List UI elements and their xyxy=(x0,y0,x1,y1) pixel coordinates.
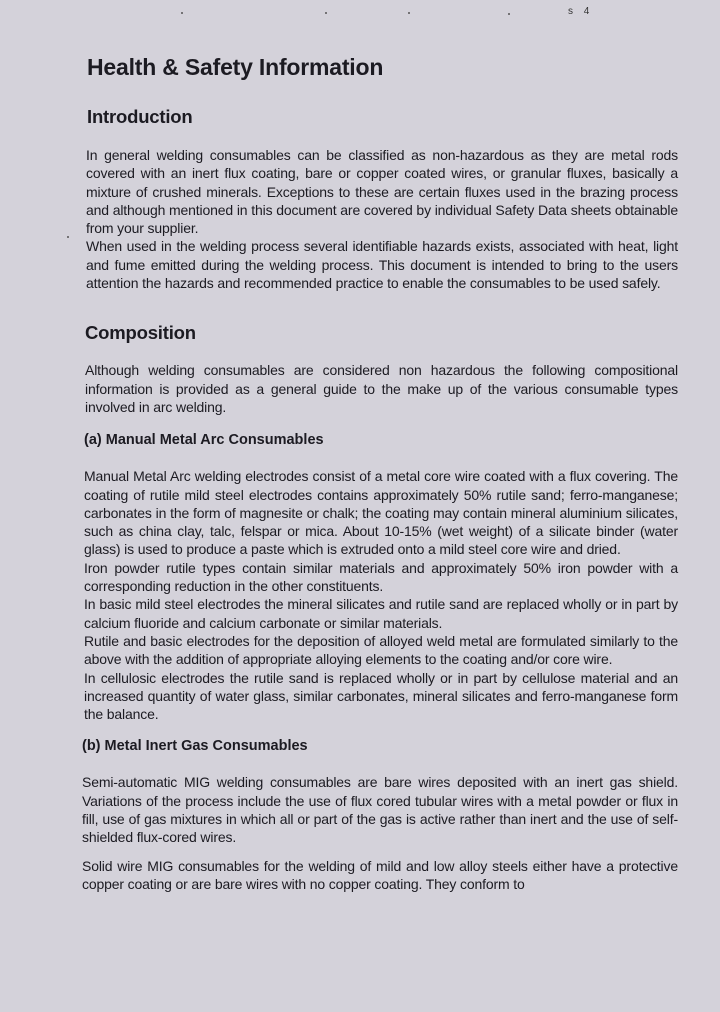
section-body-composition xyxy=(85,361,678,416)
scan-speck xyxy=(181,12,183,14)
scan-speck xyxy=(408,12,410,14)
section-heading-introduction: Introduction xyxy=(87,106,193,127)
scan-speck xyxy=(67,236,69,238)
subsection-body-metal-inert-gas xyxy=(82,773,678,893)
paragraph: Rutile and basic electrodes for the deposition of alloyed weld metal are formulated similarly to the above with the addition of appropriate alloying elements to the coating and/or core wire. xyxy=(84,632,678,668)
subsection-heading-manual-metal-arc: (a) Manual Metal Arc Consumables xyxy=(84,432,324,449)
document-content xyxy=(82,50,678,893)
section-body-introduction xyxy=(86,146,678,292)
paragraph: In general welding consumables can be classified as non-hazardous as they are metal rods covered with an inert flux coating, bare or copper coated wires, or granular fluxes, basically a mixture of crushed minerals. Exceptions to these are certain fluxes used in the brazing process and although mentioned in this document are covered by individual Safety Data sheets obtainable from your supplier. xyxy=(86,147,678,237)
paragraph: Solid wire MIG consumables for the welding of mild and low alloy steels either have a protective copper coating or are bare wires with no copper coating. They conform to xyxy=(82,857,678,892)
paragraph: In basic mild steel electrodes the mineral silicates and rutile sand are replaced wholly or in part by calcium fluoride and calcium carbonate or similar materials. xyxy=(84,596,678,631)
paragraph: Iron powder rutile types contain similar materials and approximately 50% iron powder with a corresponding reduction in the other constituents. xyxy=(84,559,678,595)
subsection-body-manual-metal-arc xyxy=(84,467,678,723)
scan-speck xyxy=(508,13,510,15)
paragraph: In cellulosic electrodes the rutile sand is replaced wholly or in part by cellulose material and an increased quantity of water glass, similar carbonates, mineral silicates and ferro-manganese form the balance. xyxy=(84,669,678,723)
document-title: Health & Safety Information xyxy=(87,54,384,80)
paragraph: Although welding consumables are considered non hazardous the following compositional information is provided as a general guide to the make up of the various consumable types involved in arc welding. xyxy=(85,362,678,415)
paragraph: Semi-automatic MIG welding consumables are bare wires deposited with an inert gas shield. Variations of the process include the use of flux cored tubular wires with a metal powder or flux in fill, use of gas mixtures in which all or part of the gas is active rather than inert and the use of self-shielded flux-cored wires. xyxy=(82,774,678,846)
paragraph: Manual Metal Arc welding electrodes consist of a metal core wire coated with a flux covering. The coating of rutile mild steel electrodes contains approximately 50% rutile sand; ferro-manganese; carbonates in the form of magnesite or chalk; the coating may contain mineral aluminium silicates, such as china clay, talc, felspar or mica. About 10-15% (wet weight) of a silicate binder (water glass) is used to produce a paste which is extruded onto a mild steel core wire and dried. xyxy=(84,468,678,558)
paragraph: When used in the welding process several identifiable hazards exists, associated with heat, light and fume emitted during the welding process. This document is intended to bring to the users attention the hazards and recommended practice to enable the consumables to be used safely. xyxy=(86,238,678,292)
subsection-heading-metal-inert-gas: (b) Metal Inert Gas Consumables xyxy=(82,738,308,755)
page-corner-mark: s 4 xyxy=(568,6,594,17)
scan-speck xyxy=(325,12,327,14)
section-heading-composition: Composition xyxy=(85,322,196,344)
